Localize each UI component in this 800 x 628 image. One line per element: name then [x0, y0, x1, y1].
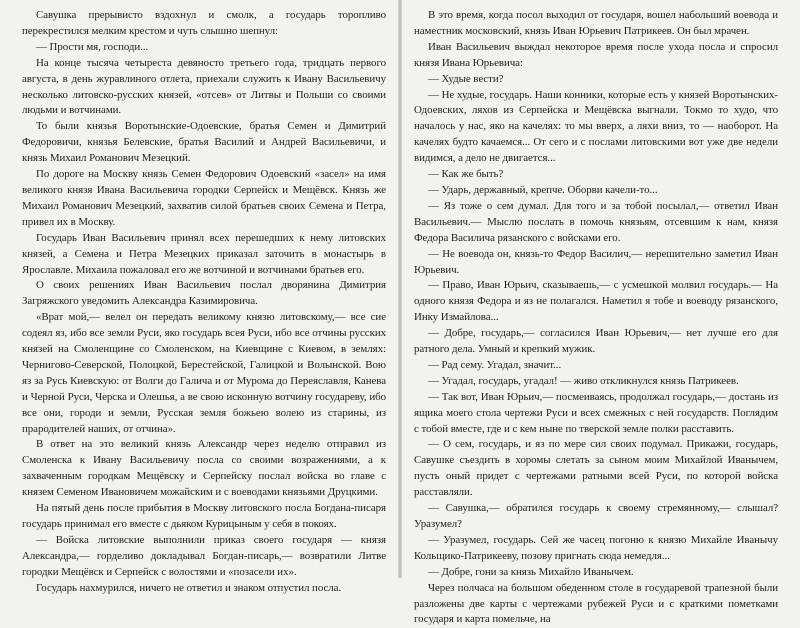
paragraph: В ответ на это великий князь Александр через неделю отправил из Смоленска к Ивану Васильевичу посла со своими возражениями, а к захваченным городкам Мещёвску и Серпейску послал войска во главе с князем Семеном Ивановичем можайским и с воеводами князьями Друцкими.	[22, 438, 386, 499]
paragraph: — Войска литовские выполнили приказ своего государя — князя Александра,— горделиво докладывал Богдан-писарь,— возвратили Литве городки Мещёвск и Серпейск с волостями и «позасели их».	[22, 533, 386, 578]
paragraph: — Яз тоже о сем думал. Для того и за тобой посылал,— ответил Иван Васильевич.— Мыслю послать в помочь князьям, отсевшим к нам, князя Федора Василича рязанского с войсками его.	[414, 199, 778, 244]
paragraph: То были князья Воротынские-Одоевские, братья Семен и Димитрий Федоровичи, князья Белевские, братья Василий и Андрей Васильевичи, и князь Михаил Романович Мезецкий.	[22, 120, 386, 165]
paragraph: — О сем, государь, и яз по мере сил своих подумал. Прикажи, государь, Савушке съездить в хоромы слетать за сыном моим Михайлой Иванычем, пусть оный придет с чертежами ратными всей Руси, по которой войска расставляли.	[414, 438, 778, 499]
right-page	[400, 0, 800, 626]
paragraph: — Худые вести?	[428, 72, 504, 85]
paragraph: — Рад сему. Угадал, значит...	[428, 358, 562, 371]
paragraph: Савушка прерывисто вздохнул и смолк, а государь торопливо перекрестился мелким крестом и чуть слышно шепнул:	[22, 9, 386, 37]
paragraph: Через полчаса на большом обеденном столе в государевой трапезной были разложены две карты с чертежами рубежей Руси и с краткими пометками государя и карта помельче, на	[414, 581, 778, 626]
paragraph: — Угадал, государь, угадал! — живо откликнулся князь Патрикеев.	[428, 374, 739, 387]
paragraph: — Уразумел, государь. Сей же часец погоню к князю Михайле Иванычу Кольщико-Патрикееву, позову пригнать сюда немедля...	[414, 533, 778, 562]
paragraph: В это время, когда посол выходил от государя, вошел набольший воевода и наместник московский, князь Иван Юрьевич Патрикеев. Он был мрачен.	[414, 9, 778, 37]
paragraph: Иван Васильевич выждал некоторое время после ухода посла и спросил князя Ивана Юрьевича:	[414, 40, 778, 69]
paragraph: О своих решениях Иван Васильевич послал дворянина Димитрия Загряжского уведомить Александра Казимировича.	[22, 279, 386, 308]
paragraph: — Не воевода он, князь-то Федор Василич,— нерешительно заметил Иван Юрьевич.	[414, 247, 778, 276]
paragraph: На пятый день после прибытия в Москву литовского посла Богдана-писаря государь принимал его вместе с дьяком Курицыным у себя в покоях.	[22, 502, 386, 530]
paragraph: — Прости мя, господи...	[36, 40, 149, 53]
paragraph: — Добре, государь,— согласился Иван Юрьевич,— нет лучше его для ратного дела. Умный и крепкий мужик.	[414, 327, 778, 356]
paragraph: Государь Иван Васильевич принял всех перешедших к нему литовских князей, а Семена и Петра Мезецких приказал заточить в монастырь в Ярославле. Михаила пожаловал его же вотчиной и вотчинами братьев его.	[22, 231, 386, 276]
paragraph: — Ударь, державный, крепче. Оборви качели-то...	[428, 183, 658, 196]
left-page	[0, 0, 400, 594]
paragraph: — Право, Иван Юрьич, сказываешь,— с усмешкой молвил государь.— На одного князя Федора и яз не полагался. Наметил я тобе и воеводу рязанского, Инку Измайлова...	[414, 279, 778, 324]
paragraph: — Так вот, Иван Юрьич,— посмеиваясь, продолжал государь,— достань из ящика моего стола чертежи Руси и всех смежных с ней государств. Поглядим с тобой вместе, где и с кем ныне по тверской земле полки расставить.	[414, 390, 778, 435]
paragraph: — Савушка,— обратился государь к своему стремянному,— слышал? Уразумел?	[414, 502, 778, 530]
paragraph: — Добре, гони за князь Михайло Иванычем.	[428, 565, 634, 578]
paragraph: «Врат мой,— велел он передать великому князю литовскому,— все сие содеял яз, ибо все земли Руси, яко государь всея Руси, ибо все отчины русских князей на Смоленщине со Смоленском, на Киевщине с Киевом, в землях: Чернигово-Северской, Полоцкой, Берестейской, Галицкой и Волынской. Вою яз за Русь Киевскую: от Волги до Галича и от Мурома до Переяславля, Канева и Черной Руси, Черска и Олешья, а ве свою исконную вотчину государеву, ибо все они, городи и земли, Русская земля божьею волею из старины, из прародителей наших, от отчина».	[22, 311, 386, 435]
paragraph: — Как же быть?	[428, 168, 504, 181]
paragraph: На конце тысяча четыреста девяносто третьего года, тридцать первого августа, в день журавлиного отлета, приехали служить к Ивану Васильевичу несколько литовско-русских князей, «отсев» от Литвы и Польши со своими людьми и вотчинами.	[22, 56, 386, 117]
paragraph: Государь нахмурился, ничего не ответил и знаком отпустил посла.	[36, 581, 342, 594]
paragraph: — Не худые, государь. Наши конники, которые есть у князей Воротынских-Одоевских, ляхов из Серпейска и Мещёвска выгнали. Токмо то худо, что началось у нас, яко на качелях: то мы вверх, а ляхи вниз, то — наоборот. На качелях будто качаемся... От сего и с послами литовскими вот уже две недели видимся, а дело не двигается...	[414, 88, 778, 165]
paragraph: По дороге на Москву князь Семен Федорович Одоевский «засел» на имя великого князя Ивана Васильевича городки Серпейск и Мещёвск. Князь же Михаил Романович Мезецкий, захватив силой братьев своих Семена и Петра, привел их в Москву.	[22, 168, 386, 228]
